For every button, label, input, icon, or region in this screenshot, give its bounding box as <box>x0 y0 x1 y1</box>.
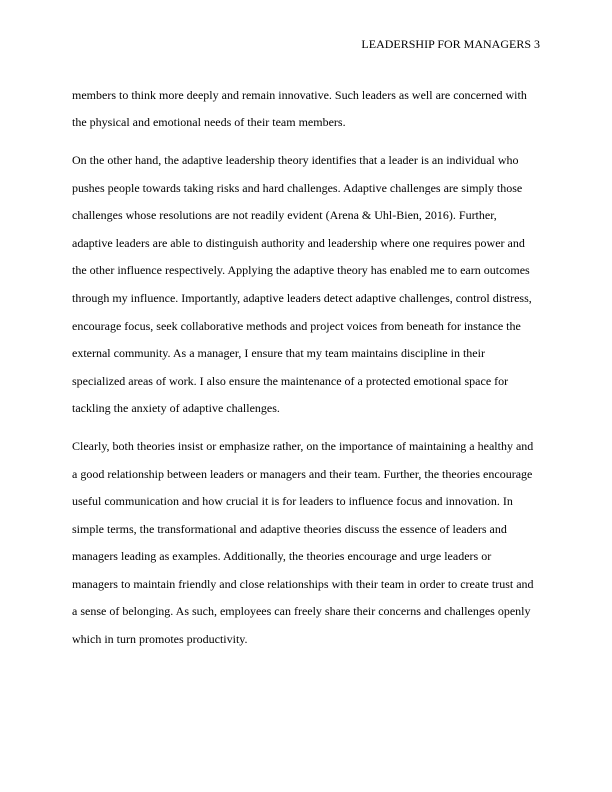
body-text-line: a sense of belonging. As such, employees can freely share their concerns and challenges openly <box>72 604 531 618</box>
body-text-line: managers to maintain friendly and close relationships with their team in order to create trust and <box>72 577 534 591</box>
body-text-line: adaptive leaders are able to distinguish authority and leadership where one requires power and <box>72 236 525 250</box>
body-text-line: pushes people towards taking risks and hard challenges. Adaptive challenges are simply those <box>72 181 523 195</box>
body-text-line: the physical and emotional needs of their team members. <box>72 115 346 129</box>
body-text-line: which in turn promotes productivity. <box>72 632 248 646</box>
body-text-line: On the other hand, the adaptive leadership theory identifies that a leader is an individual who <box>72 153 519 167</box>
body-text-line: through my influence. Importantly, adaptive leaders detect adaptive challenges, control distress, <box>72 291 532 305</box>
body-text-line: challenges whose resolutions are not readily evident (Arena & Uhl-Bien, 2016). Further, <box>72 208 497 222</box>
body-text-line: members to think more deeply and remain innovative. Such leaders as well are concerned with <box>72 88 527 102</box>
body-text-line: encourage focus, seek collaborative methods and project voices from beneath for instance the <box>72 319 521 333</box>
body-text-line: managers leading as examples. Additionally, the theories encourage and urge leaders or <box>72 549 492 563</box>
running-head: LEADERSHIP FOR MANAGERS 3 <box>361 37 540 51</box>
body-text-line: useful communication and how crucial it is for leaders to influence focus and innovation. In <box>72 494 513 508</box>
body-text-line: external community. As a manager, I ensure that my team maintains discipline in their <box>72 346 485 360</box>
body-text-line: a good relationship between leaders or managers and their team. Further, the theories encourage <box>72 467 533 481</box>
body-text-line: tackling the anxiety of adaptive challenges. <box>72 401 280 415</box>
body-text-line: Clearly, both theories insist or emphasize rather, on the importance of maintaining a healthy and <box>72 439 534 453</box>
body-text-line: the other influence respectively. Applying the adaptive theory has enabled me to earn outcomes <box>72 263 530 277</box>
body-text-line: specialized areas of work. I also ensure the maintenance of a protected emotional space for <box>72 374 509 388</box>
body-text-line: simple terms, the transformational and adaptive theories discuss the essence of leaders and <box>72 522 507 536</box>
